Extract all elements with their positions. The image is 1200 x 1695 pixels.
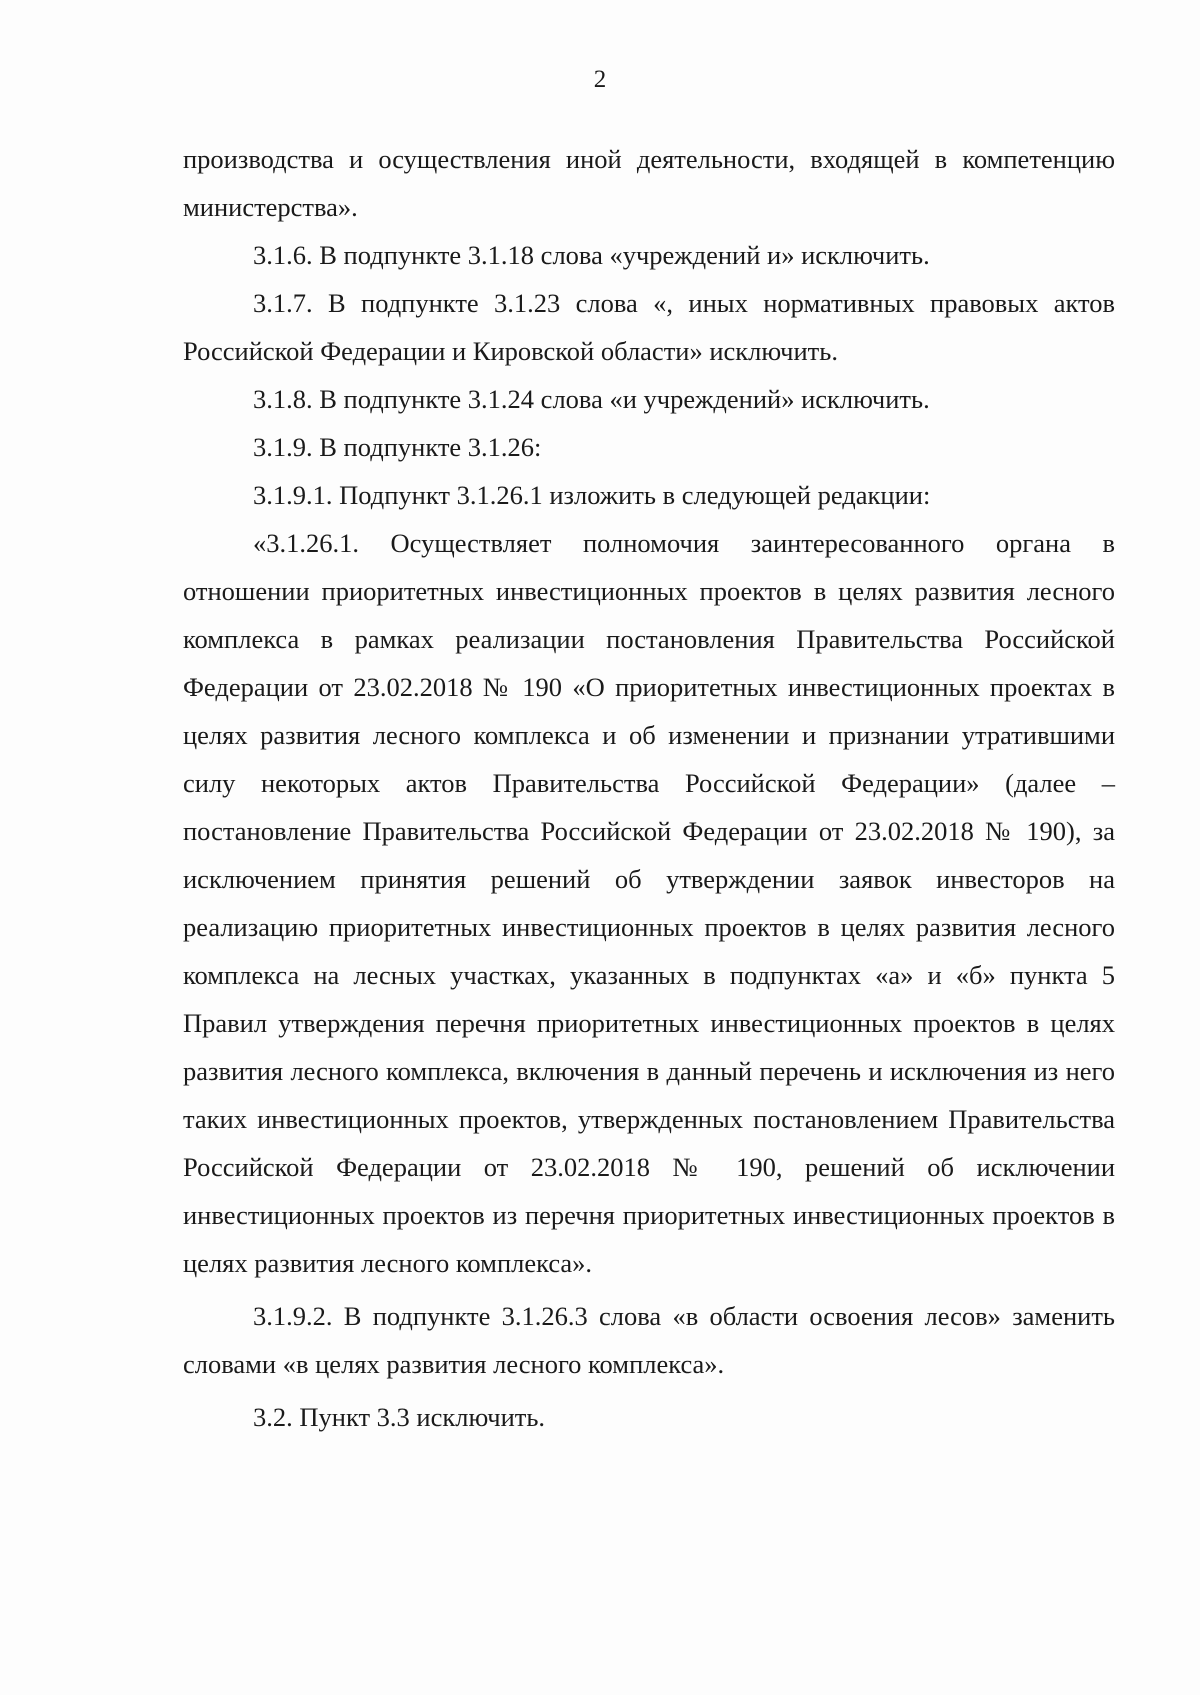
- paragraph-continuation: производства и осуществления иной деятельности, входящей в компетенцию министерства».: [183, 144, 1115, 222]
- document-body: [183, 135, 1115, 1441]
- page-number: 2: [593, 66, 607, 93]
- paragraph-3-1-8: 3.1.8. В подпункте 3.1.24 слова «и учреждений» исключить.: [253, 384, 930, 414]
- paragraph-3-1-7: 3.1.7. В подпункте 3.1.23 слова «, иных нормативных правовых актов Российской Федерации и Кировской области» исключить.: [183, 288, 1115, 366]
- paragraph-3-2: 3.2. Пункт 3.3 исключить.: [253, 1402, 546, 1432]
- paragraph-3-1-6: 3.1.6. В подпункте 3.1.18 слова «учреждений и» исключить.: [253, 240, 930, 270]
- paragraph-3-1-9: 3.1.9. В подпункте 3.1.26:: [253, 432, 542, 462]
- paragraph-3-1-9-2: 3.1.9.2. В подпункте 3.1.26.3 слова «в области освоения лесов» заменить словами «в целях развития лесного комплекса».: [183, 1301, 1115, 1379]
- paragraph-3-1-26-1-quote: «3.1.26.1. Осуществляет полномочия заинтересованного органа в отношении приоритетных инвестиционных проектов в целях развития лесного комплекса в рамках реализации постановления Правительства Российской Федерации от 23.02.2018 № 190 «О приоритетных инвестиционных проектах в целях развития лесного комплекса и об изменении и признании утратившими силу некоторых актов Правительства Российской Федерации» (далее – постановление Правительства Российской Федерации от 23.02.2018 № 190), за исключением принятия решений об утверждении заявок инвесторов на реализацию приоритетных инвестиционных проектов в целях развития лесного комплекса на лесных участках, указанных в подпунктах «а» и «б» пункта 5 Правил утверждения перечня приоритетных инвестиционных проектов в целях развития лесного комплекса, включения в данный перечень и исключения из него таких инвестиционных проектов, утвержденных постановлением Правительства Российской Федерации от 23.02.2018 № 190, решений об исключении инвестиционных проектов из перечня приоритетных инвестиционных проектов в целях развития лесного комплекса».: [183, 528, 1115, 1278]
- paragraph-3-1-9-1: 3.1.9.1. Подпункт 3.1.26.1 изложить в следующей редакции:: [253, 480, 931, 510]
